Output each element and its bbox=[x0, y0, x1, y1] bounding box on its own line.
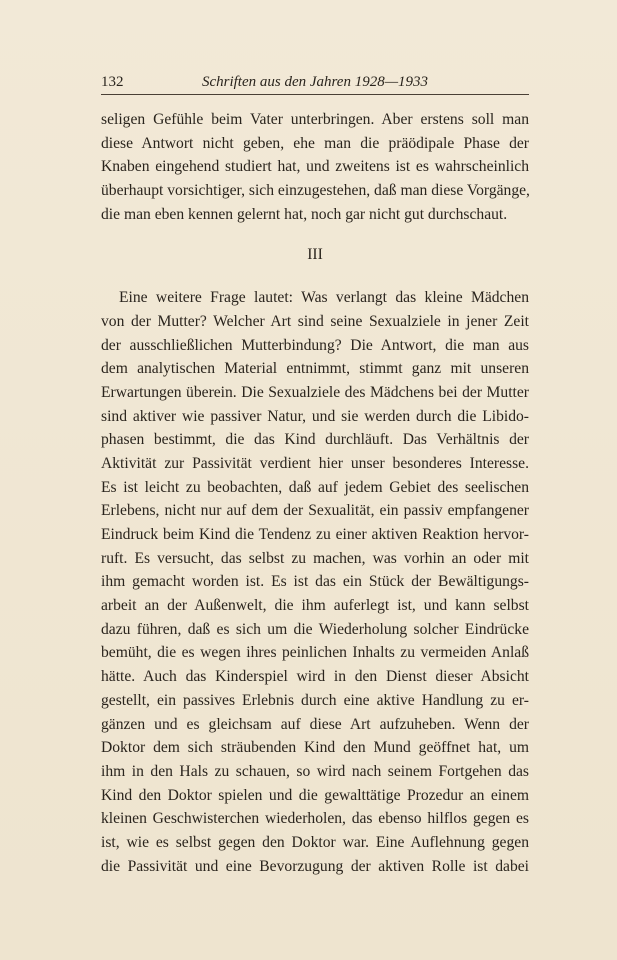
text-line: die man eben kennen gelernt hat, noch gar nicht gut durchschaut. bbox=[101, 205, 508, 223]
text-line: ihm gemacht worden ist. Es ist das ein Stück der Bewältigungs- bbox=[101, 573, 529, 591]
text-line: ihm in den Hals zu schauen, so wird nach seinem Fortgehen das bbox=[101, 762, 529, 780]
text-line: Eindruck beim Kind die Tendenz zu einer aktiven Reaktion hervor- bbox=[101, 526, 529, 544]
text-line: Doktor dem sich sträubenden Kind den Mund geöffnet hat, um bbox=[101, 739, 529, 757]
text-line: Erlebens, nicht nur auf dem der Sexualität, ein passiv empfangener bbox=[101, 502, 529, 520]
text-line: seligen Gefühle beim Vater unterbringen. Aber erstens soll man bbox=[101, 111, 529, 128]
text-line: diese Antwort nicht geben, ehe man die präödipale Phase der bbox=[101, 134, 529, 152]
text-line: arbeit an der Außenwelt, die ihm auferlegt ist, und kann selbst bbox=[101, 597, 529, 615]
text-line: dazu führen, daß es sich um die Wiederholung solcher Eindrücke bbox=[101, 620, 529, 638]
text-line: kleinen Geschwisterchen wiederholen, das ebenso hilflos gegen es bbox=[101, 810, 529, 828]
text-line: gänzen und es gleichsam auf diese Art aufzuheben. Wenn der bbox=[101, 715, 529, 733]
text-line: sind aktiver wie passiver Natur, und sie werden durch die Libido- bbox=[101, 407, 529, 425]
text-line: der ausschließlichen Mutterbindung? Die Antwort, die man aus bbox=[101, 336, 529, 354]
body-text bbox=[101, 108, 529, 878]
text-line: Es ist leicht zu beobachten, daß auf jedem Gebiet des seelischen bbox=[101, 478, 529, 496]
text-line: hätte. Auch das Kinderspiel wird in den Dienst dieser Absicht bbox=[101, 668, 529, 686]
text-line: dem analytischen Material entnimmt, stimmt ganz mit unseren bbox=[101, 360, 529, 378]
text-line: gestellt, ein passives Erlebnis durch eine aktive Handlung zu er- bbox=[101, 691, 529, 709]
text-line: ist, wie es selbst gegen den Doktor war. Eine Auflehnung gegen bbox=[101, 833, 529, 851]
text-line: Kind den Doktor spielen und die gewalttätige Prozedur an einem bbox=[101, 786, 529, 804]
text-line: Knaben eingehend studiert hat, und zweitens ist es wahrscheinlich bbox=[101, 158, 529, 176]
text-line: Erwartungen überein. Die Sexualziele des Mädchens bei der Mutter bbox=[101, 383, 529, 401]
page-number: 132 bbox=[101, 74, 124, 90]
text-line: die Passivität und eine Bevorzugung der aktiven Rolle ist dabei bbox=[101, 857, 529, 875]
text-line: Aktivität zur Passivität verdient hier unser besonderes Interesse. bbox=[101, 454, 529, 472]
page-header bbox=[101, 72, 529, 95]
text-line: bemüht, die es wegen ihres peinlichen Inhalts zu vermeiden Anlaß bbox=[101, 644, 529, 662]
text-line: überhaupt vorsichtiger, sich einzugestehen, daß man diese Vorgänge, bbox=[101, 182, 530, 200]
section-heading: III bbox=[307, 246, 323, 264]
paragraph-1 bbox=[101, 108, 529, 226]
text-line: phasen bestimmt, die das Kind durchläuft. Das Verhältnis der bbox=[101, 431, 529, 449]
text-line: von der Mutter? Welcher Art sind seine Sexualziele in jener Zeit bbox=[101, 312, 529, 330]
text-line: ruft. Es versucht, das selbst zu machen, was vorhin an oder mit bbox=[101, 549, 529, 567]
paragraph-2 bbox=[101, 286, 529, 878]
text-line: Eine weitere Frage lautet: Was verlangt das kleine Mädchen bbox=[119, 289, 529, 307]
running-title: Schriften aus den Jahren 1928—1933 bbox=[201, 74, 429, 90]
